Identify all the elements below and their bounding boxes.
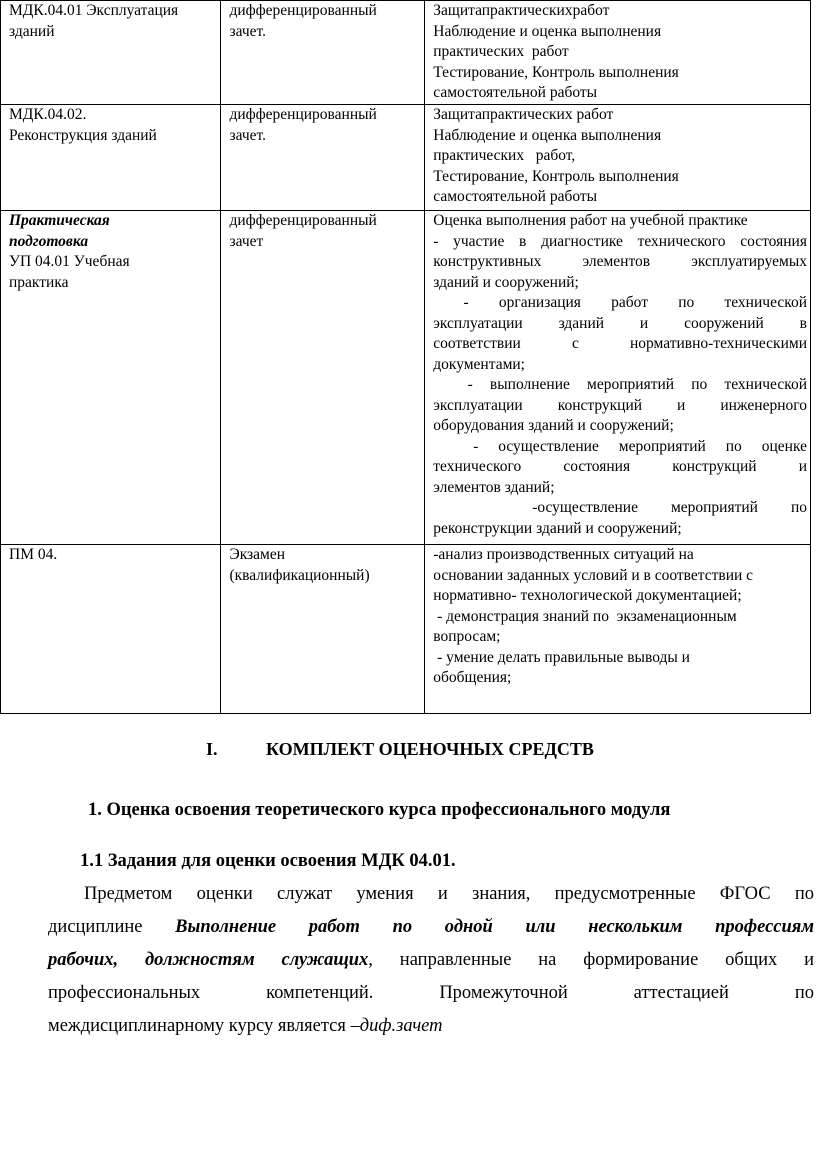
module-name-line: Реконструкция зданий <box>9 126 157 144</box>
paragraph-line <box>48 911 814 944</box>
assessment-method-line: Защитапрактических работ <box>433 106 614 123</box>
table-row <box>1 105 811 211</box>
paragraph-line <box>48 1010 814 1043</box>
assessment-method-line: вопросам; <box>433 628 501 645</box>
assessment-method-line: Защитапрактическихработ <box>433 2 610 19</box>
attestation-form-line: дифференцированный <box>229 2 377 19</box>
assessment-method-line: соответствии с нормативно-техническими <box>433 335 807 352</box>
section-title <box>206 739 594 760</box>
assessment-method-line: Оценка выполнения работ на учебной практике <box>433 212 748 229</box>
table-row <box>1 1 811 105</box>
table-row <box>1 545 811 714</box>
module-name-line: зданий <box>9 22 55 40</box>
module-cell <box>1 1 221 105</box>
module-heading-line: подготовка <box>9 232 89 250</box>
subsubsection-heading: 1.1 Задания для оценки освоения МДК 04.01. <box>80 851 456 871</box>
assessment-method-line: Тестирование, Контроль выполнения <box>433 63 679 81</box>
module-heading-line: Практическая <box>9 212 110 229</box>
assessment-method-line: - участие в диагностике технического состояния <box>433 232 807 250</box>
exam-type: –диф.зачет <box>350 1016 443 1036</box>
assessment-method-line: - осуществление мероприятий по оценке <box>433 437 807 455</box>
assessment-method-line: нормативно- технологической документацией; <box>433 587 742 604</box>
attestation-form-line: дифференцированный <box>229 106 377 123</box>
paragraph-line: профессиональных компетенций. Промежуточной аттестацией по <box>48 983 814 1003</box>
attestation-form-line: дифференцированный <box>229 212 377 229</box>
attestation-form-line: зачет. <box>229 22 267 40</box>
assessment-method-line: Тестирование, Контроль выполнения <box>433 167 679 185</box>
assessment-method-line: эксплуатации конструкций и инженерного <box>433 396 807 414</box>
assessment-method-line: зданий и сооружений; <box>433 273 579 291</box>
assessment-method-line: самостоятельной работы <box>433 188 598 205</box>
assessment-method-line: оборудования зданий и сооружений; <box>433 417 674 434</box>
assessment-method-line: - выполнение мероприятий по технической <box>433 376 807 393</box>
module-cell <box>1 105 221 211</box>
assessment-method-line: практических работ, <box>433 147 576 164</box>
assessment-method-line: - демонстрация знаний по экзаменационным <box>433 607 737 625</box>
paragraph-text: , направленные на формирование общих и <box>368 950 814 970</box>
subsection-heading: 1. Оценка освоения теоретического курса профессионального модуля <box>88 800 671 820</box>
assessment-method-line: - организация работ по технической <box>433 294 807 311</box>
attestation-form-cell <box>221 105 425 211</box>
assessment-method-line: элементов зданий; <box>433 478 555 496</box>
assessment-table-body <box>1 1 811 714</box>
assessment-methods-cell <box>425 1 811 105</box>
assessment-method-line: -осуществление мероприятий по <box>433 499 807 516</box>
assessment-methods-cell <box>425 545 811 714</box>
assessment-method-line: документами; <box>433 355 525 373</box>
assessment-method-line: реконструкции зданий и сооружений; <box>433 519 682 537</box>
discipline-name: Выполнение работ по одной или нескольким профессиям <box>175 917 814 937</box>
assessment-method-line: - умение делать правильные выводы и <box>433 648 690 666</box>
assessment-method-line: технического состояния конструкций и <box>433 458 807 475</box>
module-name-line: УП 04.01 Учебная <box>9 253 130 270</box>
assessment-method-line: конструктивных элементов эксплуатируемых <box>433 253 807 270</box>
assessment-method-line: основании заданных условий и в соответствии с <box>433 566 754 584</box>
attestation-form-line: (квалификационный) <box>229 566 370 584</box>
attestation-form-line: Экзамен <box>229 546 286 563</box>
module-name-line: МДК.04.02. <box>9 106 87 123</box>
section-heading-text: КОМПЛЕКТ ОЦЕНОЧНЫХ СРЕДСТВ <box>266 739 594 759</box>
discipline-name-cont: рабочих, должностям служащих <box>48 950 369 970</box>
assessment-methods-cell <box>425 105 811 211</box>
assessment-method-line: Наблюдение и оценка выполнения <box>433 22 662 40</box>
body-paragraph <box>48 878 814 1043</box>
table-row <box>1 211 811 545</box>
module-name-line: ПМ 04. <box>9 546 58 563</box>
attestation-form-line: зачет. <box>229 126 267 144</box>
assessment-method-line: практических работ <box>433 43 569 60</box>
paragraph-text: дисциплине <box>48 917 176 937</box>
module-cell <box>1 211 221 545</box>
module-name-line: МДК.04.01 Эксплуатация <box>9 2 179 19</box>
assessment-method-line: эксплуатации зданий и сооружений в <box>433 314 807 332</box>
paragraph-line <box>48 944 814 977</box>
attestation-form-cell <box>221 1 425 105</box>
assessment-method-line: самостоятельной работы <box>433 84 598 101</box>
paragraph-text: междисциплинарному курсу является <box>48 1016 351 1036</box>
assessment-methods-cell <box>425 211 811 545</box>
attestation-form-cell <box>221 545 425 714</box>
assessment-method-line: -анализ производственных ситуаций на <box>433 546 694 563</box>
section-number: I. <box>206 739 218 759</box>
assessment-method-line: Наблюдение и оценка выполнения <box>433 126 662 144</box>
module-cell <box>1 545 221 714</box>
module-name-line: практика <box>9 273 69 291</box>
assessment-method-line: обобщения; <box>433 669 512 686</box>
attestation-form-cell <box>221 211 425 545</box>
attestation-form-line: зачет <box>229 232 264 250</box>
paragraph-line: Предметом оценки служат умения и знания, предусмотренные ФГОС по <box>84 884 814 904</box>
